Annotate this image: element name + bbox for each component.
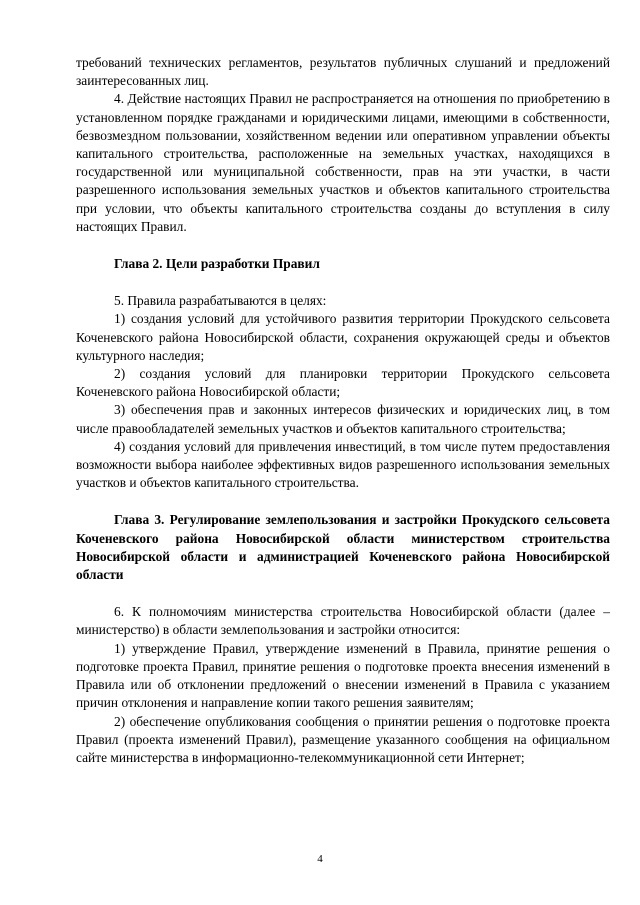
paragraph-5-item-2: 2) создания условий для планировки территории Прокудского сельсовета Коченевского района Новосибирской области;	[76, 366, 610, 400]
chapter-2-heading: Глава 2. Цели разработки Правил	[114, 256, 320, 272]
paragraph-4: 4. Действие настоящих Правил не распространяется на отношения по приобретению в установленном порядке гражданами и юридическими лицами, имеющими в собственности, безвозмездном пользовании, хозяйственном ведении или оперативном управлении объекты капитального строительства, расположенные на земельных участках, находящихся в государственной или муниципальной собственности, прав на эти участки, в части разрешенного использования земельных участков и объектов капитального строительства при условии, что объекты капитального строительства созданы до вступления в силу настоящих Правил.	[76, 91, 610, 234]
paragraph-5-item-4: 4) создания условий для привлечения инвестиций, в том числе путем предоставления возможности выбора наиболее эффективных видов разрешенного использования земельных участков и объектов капитального строительства.	[76, 438, 610, 491]
paragraph-5-item-1: 1) создания условий для устойчивого развития территории Прокудского сельсовета Коченевского района Новосибирской области, сохранения окружающей среды и объектов культурного наследия;	[76, 311, 610, 363]
paragraph-6-item-1: 1) утверждение Правил, утверждение изменений в Правила, принятие решения о подготовке проекта Правил, принятие решения о подготовке проекта внесения изменений в Правила или об отклонении предложений о внесении изменений в Правила с указанием причин отклонения и направление копии такого решения заявителям;	[76, 640, 610, 711]
page-number: 4	[317, 853, 323, 865]
paragraph-6: 6. К полномочиям министерства строительства Новосибирской области (далее – министерство) в области землепользования и застройки относится:	[76, 604, 610, 638]
document-body	[76, 54, 610, 767]
paragraph-continuation: требований технических регламентов, результатов публичных слушаний и предложений заинтересованных лиц.	[76, 55, 610, 89]
chapter-3-heading: Глава 3. Регулирование землепользования и застройки Прокудского сельсовета Коченевского района Новосибирской области министерством строительства Новосибирской области и администрацией Коченевского района Новосибирской области	[76, 512, 610, 583]
paragraph-6-item-2: 2) обеспечение опубликования сообщения о принятии решения о подготовке проекта Правил (проекта изменений Правил), размещение указанного сообщения на официальном сайте министерства в информационно-телекоммуникационной сети Интернет;	[76, 713, 610, 765]
paragraph-5-item-3: 3) обеспечения прав и законных интересов физических и юридических лиц, в том числе правообладателей земельных участков и объектов капитального строительства;	[76, 402, 610, 436]
paragraph-5: 5. Правила разрабатываются в целях:	[114, 293, 327, 309]
